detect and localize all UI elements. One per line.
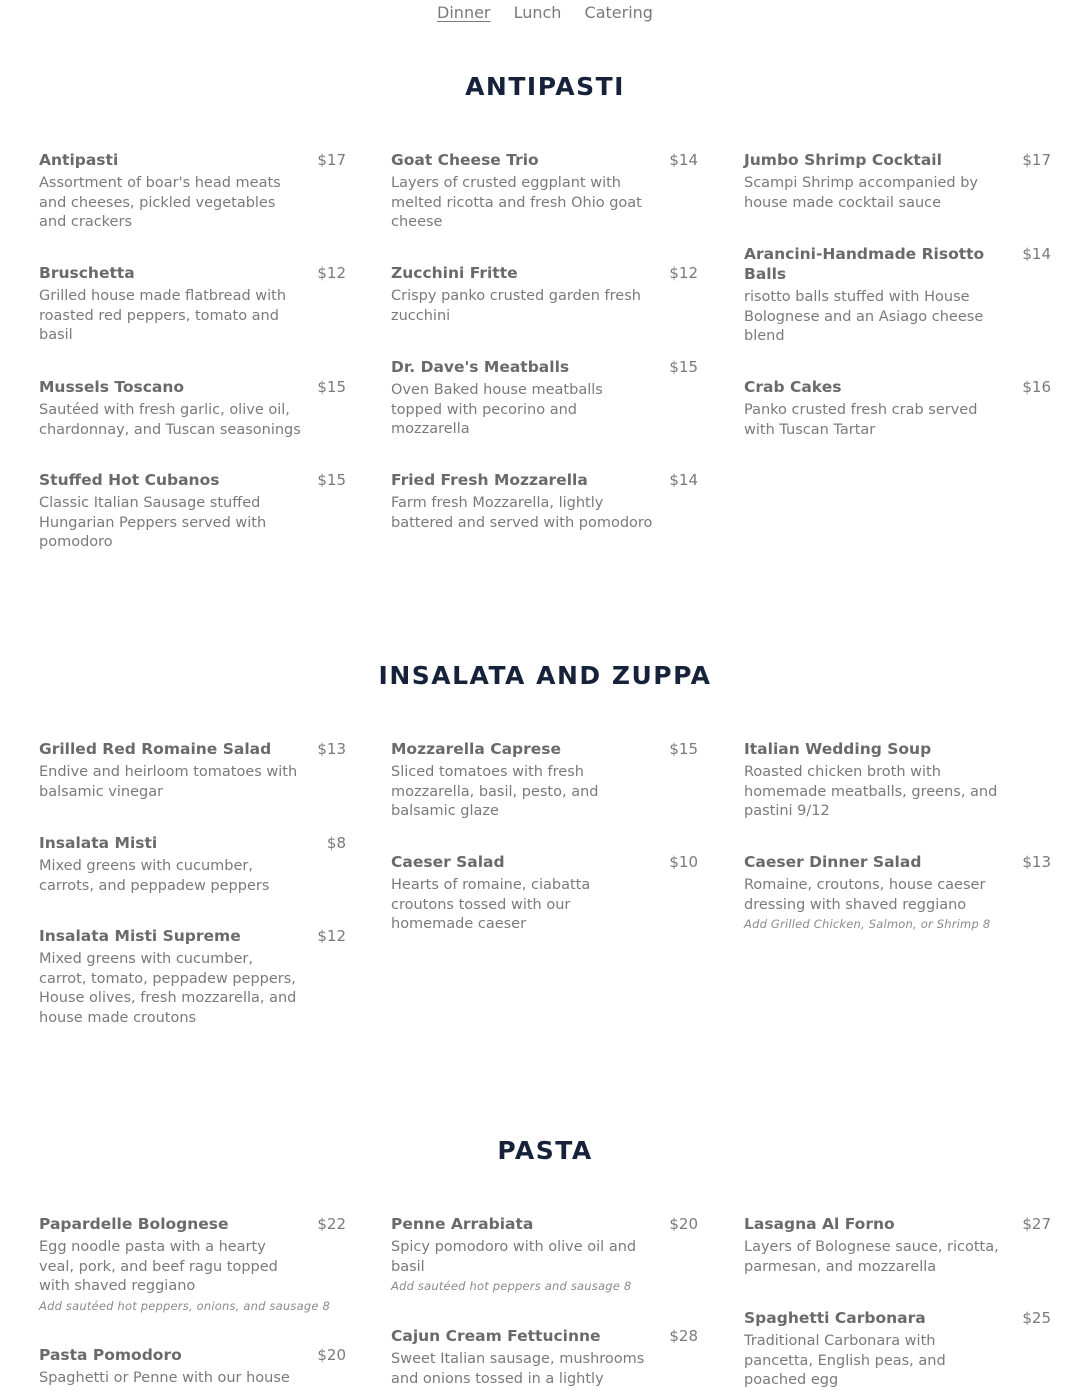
- menu-item: [391, 1214, 698, 1293]
- menu-item-name: Zucchini Fritte: [391, 264, 518, 282]
- menu-item-description: Sautéed with fresh garlic, olive oil, chardonnay, and Tuscan seasonings: [39, 402, 301, 438]
- menu-item-price: $15: [669, 358, 698, 376]
- section-title-antipasti: ANTIPASTI: [465, 72, 625, 101]
- menu-item-header: [744, 739, 1051, 759]
- menu-item-header: [391, 150, 698, 170]
- menu-item-description: Mixed greens with cucumber, carrots, and peppadew peppers: [39, 858, 270, 894]
- menu-item-price: $27: [1022, 1215, 1051, 1233]
- menu-item-header: [391, 1214, 698, 1234]
- menu-item-price: $12: [669, 264, 698, 282]
- menu-item-name: Jumbo Shrimp Cocktail: [744, 151, 942, 169]
- menu-item-header: [744, 150, 1051, 170]
- menu-item-price: $20: [317, 1346, 346, 1364]
- menu-item-name: Mozzarella Caprese: [391, 740, 562, 758]
- menu-item-name: Caeser Salad: [391, 853, 505, 871]
- menu-item-header: [744, 1214, 1051, 1234]
- menu-item: [39, 263, 346, 346]
- menu-item-header: [391, 470, 698, 490]
- menu-item: [744, 739, 1051, 822]
- menu-item-description: Panko crusted fresh crab served with Tuscan Tartar: [744, 402, 978, 438]
- menu-item-name: Lasagna Al Forno: [744, 1215, 895, 1233]
- menu-item-note: Add sautéed hot peppers, onions, and sausage 8: [39, 1298, 330, 1313]
- menu-item-price: $22: [317, 1215, 346, 1233]
- menu-item: [39, 1345, 346, 1389]
- menu-item-price: $16: [1022, 378, 1051, 396]
- menu-item-name: Fried Fresh Mozzarella: [391, 471, 588, 489]
- menu-item: [391, 1326, 698, 1389]
- menu-item-name: Crab Cakes: [744, 378, 842, 396]
- menu-item-header: [744, 1308, 1051, 1328]
- menu-item: [744, 1214, 1051, 1277]
- menu-item-price: $25: [1022, 1309, 1051, 1327]
- menu-item-price: $12: [317, 264, 346, 282]
- menu-item-price: $17: [317, 151, 346, 169]
- menu-item-header: [39, 150, 346, 170]
- menu-item: [39, 739, 346, 802]
- menu-item-price: $13: [317, 740, 346, 758]
- menu-item-description: Spicy pomodoro with olive oil and basil: [391, 1239, 637, 1275]
- menu-item-header: [391, 357, 698, 377]
- menu-item-description: Hearts of romaine, ciabatta croutons tossed with our homemade caeser: [391, 877, 591, 933]
- menu-item-header: [744, 852, 1051, 872]
- menu-item-name: Insalata Misti Supreme: [39, 927, 241, 945]
- menu-item-description: Endive and heirloom tomatoes with balsamic vinegar: [39, 764, 298, 800]
- menu-item-description: Grilled house made flatbread with roasted red peppers, tomato and basil: [39, 288, 287, 344]
- menu-item-note: Add sautéed hot peppers and sausage 8: [391, 1279, 632, 1294]
- menu-item-price: $14: [669, 151, 698, 169]
- menu-item-name: Spaghetti Carbonara: [744, 1309, 926, 1327]
- menu-item-price: $13: [1022, 853, 1051, 871]
- menu-item-name: Penne Arrabiata: [391, 1215, 534, 1233]
- menu-item-description: Farm fresh Mozzarella, lightly battered and served with pomodoro: [391, 495, 653, 531]
- menu-item: [391, 357, 698, 440]
- tab-lunch[interactable]: Lunch: [513, 3, 562, 22]
- menu-item-description: Layers of crusted eggplant with melted ricotta and fresh Ohio goat cheese: [391, 175, 642, 231]
- menu-item: [39, 1214, 346, 1313]
- menu-item-header: [39, 470, 346, 490]
- menu-item: [391, 150, 698, 233]
- menu-item-name: Antipasti: [39, 151, 119, 169]
- menu-item-header: [39, 1345, 346, 1365]
- menu-item-description: Assortment of boar's head meats and cheeses, pickled vegetables and crackers: [39, 175, 281, 231]
- menu-item-description: Spaghetti or Penne with our house: [39, 1370, 290, 1386]
- tab-catering[interactable]: Catering: [584, 3, 653, 22]
- menu-item: [744, 244, 1051, 347]
- section-title-insalata: INSALATA AND ZUPPA: [378, 661, 712, 690]
- menu-item-description: Classic Italian Sausage stuffed Hungarian Peppers served with pomodoro: [39, 495, 267, 551]
- menu-item-description: Crispy panko crusted garden fresh zucchini: [391, 288, 641, 324]
- menu-item-name: Grilled Red Romaine Salad: [39, 740, 272, 758]
- menu-item-description: Mixed greens with cucumber, carrot, tomato, peppadew peppers, House olives, fresh mozzarella, and house made croutons: [39, 951, 297, 1026]
- menu-item-description: Oven Baked house meatballs topped with pecorino and mozzarella: [391, 382, 603, 438]
- menu-item-header: [391, 852, 698, 872]
- menu-item-header: [39, 1214, 346, 1234]
- menu-item: [744, 1308, 1051, 1391]
- menu-item-price: $10: [669, 853, 698, 871]
- menu-item: [744, 377, 1051, 440]
- menu-item-header: [39, 377, 346, 397]
- menu-item-description: Traditional Carbonara with pancetta, English peas, and poached egg: [744, 1333, 946, 1389]
- menu-item-price: $12: [317, 927, 346, 945]
- menu-item-header: [391, 739, 698, 759]
- menu-item-name: Bruschetta: [39, 264, 135, 282]
- menu-item: [391, 852, 698, 935]
- menu-item-description: Sweet Italian sausage, mushrooms and onions tossed in a lightly: [391, 1351, 645, 1387]
- menu-item: [39, 150, 346, 233]
- menu-item-name: Mussels Toscano: [39, 378, 185, 396]
- menu-item-price: $8: [326, 834, 346, 852]
- menu-item-description: Romaine, croutons, house caeser dressing with shaved reggiano: [744, 877, 986, 913]
- menu-item-header: [39, 926, 346, 946]
- menu-item: [39, 926, 346, 1028]
- menu-item-price: $17: [1022, 151, 1051, 169]
- menu-item-name: Dr. Dave's Meatballs: [391, 358, 570, 376]
- menu-item-description: Roasted chicken broth with homemade meatballs, greens, and pastini 9/12: [744, 764, 998, 820]
- menu-item-description: Egg noodle pasta with a hearty veal, pork, and beef ragu topped with shaved reggiano: [39, 1239, 278, 1295]
- menu-item: [391, 739, 698, 822]
- menu-item-name: Stuffed Hot Cubanos: [39, 471, 220, 489]
- menu-item-header: [744, 244, 1051, 284]
- menu-item-name: Pasta Pomodoro: [39, 1346, 182, 1364]
- menu-item-price: $15: [669, 740, 698, 758]
- menu-item: [391, 470, 698, 533]
- menu-item-description: Scampi Shrimp accompanied by house made cocktail sauce: [744, 175, 979, 211]
- menu-item-header: [744, 377, 1051, 397]
- menu-item: [39, 377, 346, 440]
- menu-item-name: Caeser Dinner Salad: [744, 853, 922, 871]
- menu-item-header: [39, 739, 346, 759]
- menu-item-header: [391, 1326, 698, 1346]
- menu-item-price: $14: [1022, 245, 1051, 263]
- menu-item-header: [391, 263, 698, 283]
- menu-item-name: Papardelle Bolognese: [39, 1215, 229, 1233]
- section-title-pasta: PASTA: [497, 1136, 593, 1165]
- menu-item-header: [39, 833, 346, 853]
- menu-item-price: $20: [669, 1215, 698, 1233]
- menu-tabs: [0, 3, 1090, 22]
- menu-item-description: Sliced tomatoes with fresh mozzarella, basil, pesto, and balsamic glaze: [391, 764, 599, 820]
- menu-item-description: Layers of Bolognese sauce, ricotta, parmesan, and mozzarella: [744, 1239, 999, 1275]
- menu-item-header: [39, 263, 346, 283]
- menu-item-name: Cajun Cream Fettucinne: [391, 1327, 601, 1345]
- menu-item-price: $14: [669, 471, 698, 489]
- menu-item-name: Italian Wedding Soup: [744, 740, 932, 758]
- menu-item-description: risotto balls stuffed with House Bolognese and an Asiago cheese blend: [744, 289, 984, 345]
- menu-item: [744, 150, 1051, 213]
- menu-item-name: Goat Cheese Trio: [391, 151, 539, 169]
- menu-item-name: Arancini-Handmade Risotto Balls: [744, 245, 985, 283]
- menu-item-name: Insalata Misti: [39, 834, 158, 852]
- tab-dinner[interactable]: Dinner: [437, 3, 491, 22]
- menu-item: [39, 470, 346, 553]
- menu-item: [744, 852, 1051, 931]
- menu-item-price: $15: [317, 378, 346, 396]
- menu-item-price: $15: [317, 471, 346, 489]
- menu-item-note: Add Grilled Chicken, Salmon, or Shrimp 8: [744, 917, 991, 932]
- menu-item: [391, 263, 698, 326]
- menu-item-price: $28: [669, 1327, 698, 1345]
- menu-item: [39, 833, 346, 896]
